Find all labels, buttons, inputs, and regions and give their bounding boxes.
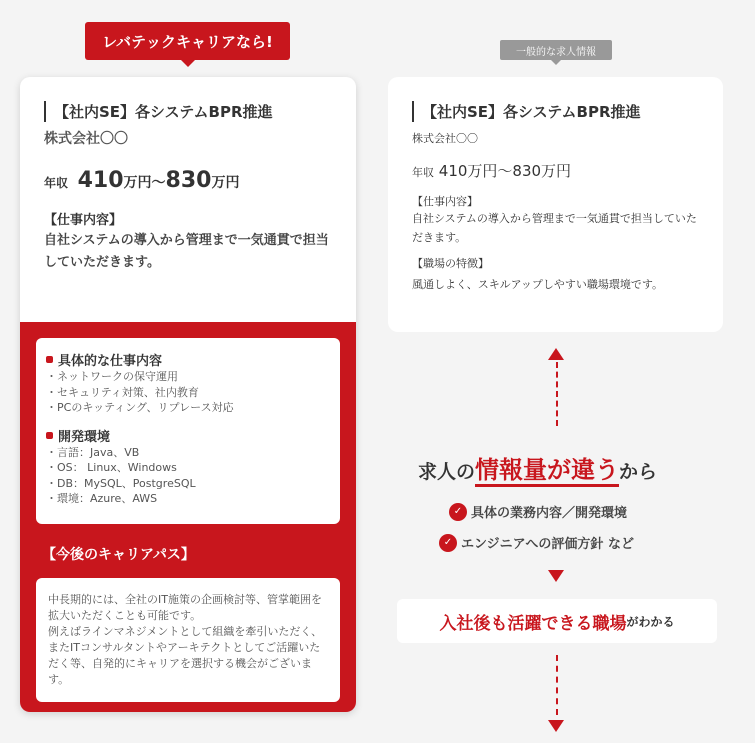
message-headline: 求人の情報量が違うから (418, 450, 657, 485)
salary: 年収 410万円〜830万円 (412, 162, 572, 180)
general-badge: 一般的な求人情報 (500, 40, 612, 60)
env-item: ・環境：Azure、AWS (46, 492, 158, 505)
job-title: 【社内SE】各システムBPR推進 (44, 101, 332, 122)
check-item: ✓ 具体の業務内容／開発環境 (449, 502, 627, 521)
work-heading: 【仕事内容】 (44, 213, 123, 228)
general-job-card (388, 77, 723, 332)
work-text: 自社システムの導入から管理まで一気通貫で担当していただきます。 (412, 212, 697, 244)
arrow-down-icon (548, 720, 564, 732)
arrow-down-icon (548, 570, 564, 582)
feature-text: 風通しよく、スキルアップしやすい職場環境です。 (412, 278, 664, 291)
env-item: ・OS： Linux、Windows (46, 461, 177, 474)
career-text: 中長期的には、全社のIT施策の企画検討等、管掌範囲を拡大いただくことも可能です。 例えばラインマネジメントとして組織を牽引いただく、またITコンサルタントやアーキテクトとしてご活躍いただく等、自発的にキャリアを選択する機会がございます。 (36, 578, 340, 702)
env-heading: 開発環境 (46, 426, 330, 445)
detail-heading: 具体的な仕事内容 (46, 350, 330, 369)
salary: 年収 410万円〜830万円 (44, 168, 240, 193)
job-title: 【社内SE】各システムBPR推進 (412, 101, 699, 122)
detail-item: ・セキュリティ対策、社内教育 (46, 385, 199, 399)
levtech-badge: レバテックキャリアなら! (85, 22, 290, 60)
detail-item: ・ネットワークの保守運用 (46, 370, 178, 383)
company-name: 株式会社〇〇 (412, 132, 478, 145)
check-item: ✓ エンジニアへの評価方針 など (439, 533, 634, 552)
career-heading: 【今後のキャリアパス】 (42, 547, 195, 563)
check-icon: ✓ (439, 534, 457, 552)
check-icon: ✓ (449, 503, 467, 521)
env-item: ・DB：MySQL、PostgreSQL (46, 476, 196, 490)
levtech-job-card (20, 77, 356, 712)
work-heading: 【仕事内容】 (412, 195, 478, 208)
env-item: ・言語：Java、VB (46, 445, 140, 459)
company-name: 株式会社〇〇 (44, 131, 128, 147)
arrow-up-icon (548, 348, 564, 360)
dashed-line (556, 362, 558, 426)
dashed-line (556, 655, 558, 715)
detail-section (20, 322, 356, 712)
feature-heading: 【職場の特徴】 (412, 257, 489, 270)
detail-item: ・PCのキッティング、リプレース対応 (46, 401, 234, 414)
result-box: 入社後も活躍できる職場 がわかる (397, 599, 717, 643)
work-text: 自社システムの導入から管理まで一気通貫で担当していただきます。 (44, 233, 329, 270)
